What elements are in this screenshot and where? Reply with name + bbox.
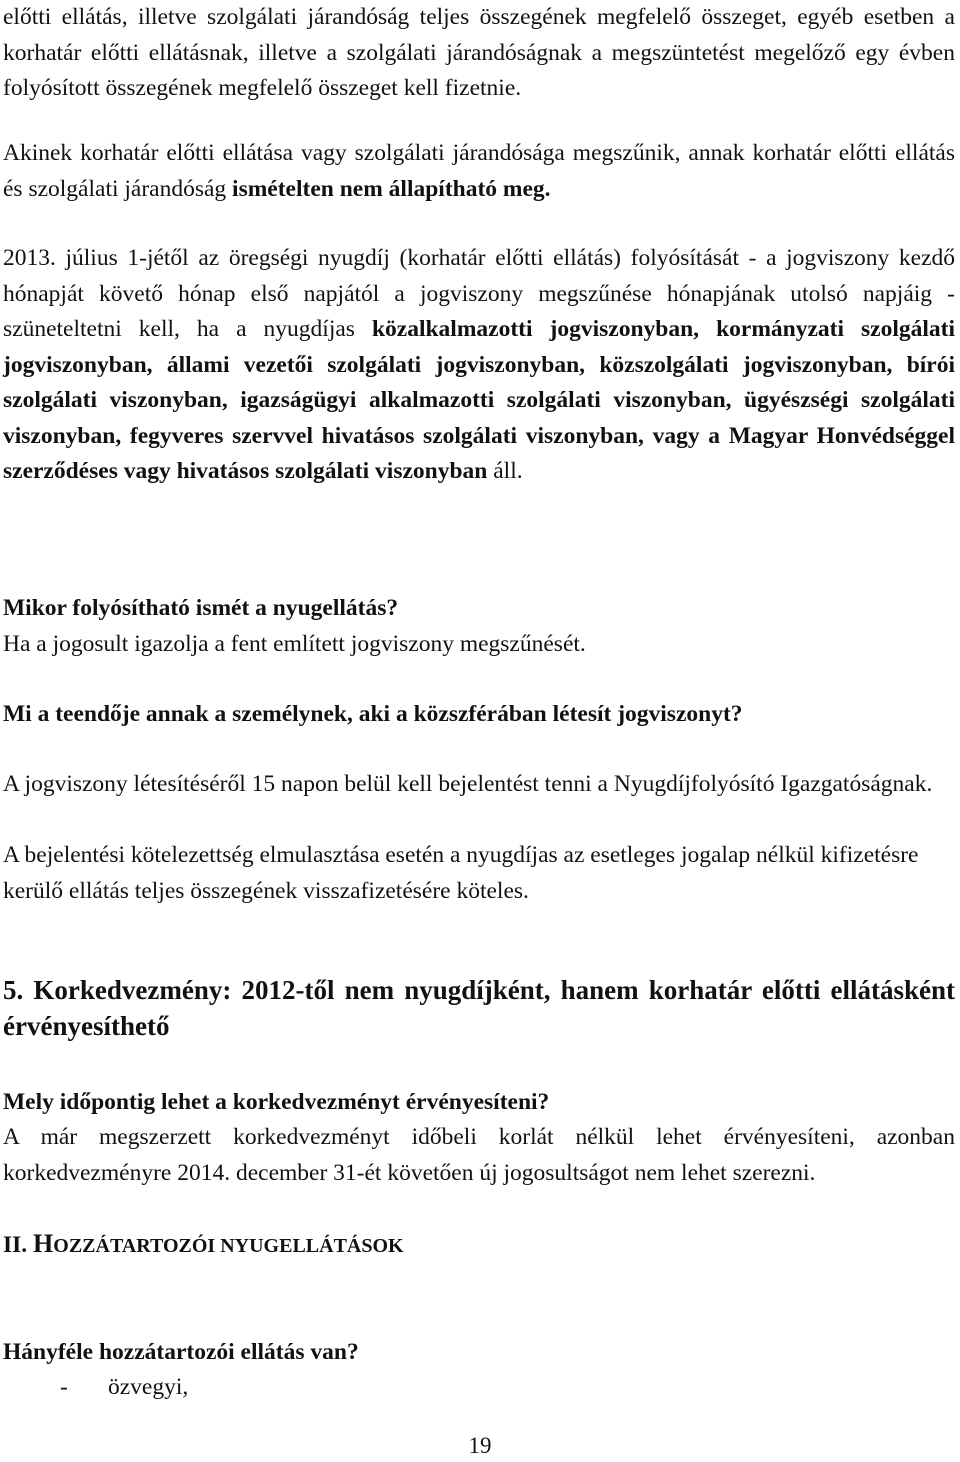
list-item: - özvegyi, xyxy=(60,1370,188,1405)
emphasis-not-reestablished: ismételten nem állapítható meg. xyxy=(232,175,551,202)
section-ii-heading: II. HOZZÁTARTOZÓI NYUGELLÁTÁSOK xyxy=(3,1229,404,1258)
paragraph-termination: Akinek korhatár előtti ellátása vagy szolgálati járandósága megszűnik, annak korhatár előtti ellátás és szolgálati járandóság ismételten nem állapítható meg. xyxy=(3,140,955,202)
paragraph-suspension-rule: 2013. július 1-jétől az öregségi nyugdíj (korhatár előtti ellátás) folyósítását - a jogviszony kezdő hónapját követő hónap első napjától a jogviszony megszűnése hónapjának utolsó napjáig - szüneteltetni kell, ha a nyugdíjas közalkalmazotti jogviszonyban, kormányzati szolgálati jogviszonyban, állami vezetői szolgálati jogviszonyban, közszolgálati jogviszonyban, bírói szolgálati viszonyban, igazságügyi alkalmazotti szolgálati viszonyban, ügyészségi szolgálati viszonyban, fegyveres szervvel hivatásos szolgálati viszonyban, vagy a Magyar Honvédséggel szerződéses vagy hivatásos szolgálati viszonyban áll. xyxy=(3,245,955,484)
question-early-retirement-deadline: Mely időpontig lehet a korkedvezményt érvényesíteni? xyxy=(3,1089,550,1115)
answer-report-deadline: A jogviszony létesítéséről 15 napon belül kell bejelentést tenni a Nyugdíjfolyósító Igazgatóságnak. xyxy=(3,771,933,797)
emphasis-employment-types: közalkalmazotti jogviszonyban, kormányzati szolgálati jogviszonyban, állami vezetői szolgálati jogviszonyban, közszolgálati jogviszonyban, bírói szolgálati viszonyban, igazságügyi alkalmazotti szolgálati viszonyban, ügyészségi szolgálati viszonyban, fegyveres szervvel hivatásos szolgálati viszonyban, vagy a Magyar Honvédséggel szerződéses vagy hivatásos szolgálati viszonyban xyxy=(3,316,955,484)
answer-resume-payment: Ha a jogosult igazolja a fent említett jogviszony megszűnését. xyxy=(3,631,586,657)
answer-early-retirement-deadline: A már megszerzett korkedvezményt időbeli korlát nélkül lehet érvényesíteni, azonban korkedvezményre 2014. december 31-ét követően új jogosultságot nem lehet szerezni. xyxy=(3,1124,955,1186)
section-5-heading: 5. Korkedvezmény: 2012-től nem nyugdíjként, hanem korhatár előtti ellátásként érvényesíthető xyxy=(3,975,955,1041)
question-public-sector-duty: Mi a teendője annak a személynek, aki a közszférában létesít jogviszonyt? xyxy=(3,701,743,727)
answer-repayment-obligation: A bejelentési kötelezettség elmulasztása esetén a nyugdíjas az esetleges jogalap nélkül kifizetésre kerülő ellátás teljes összegének visszafizetésére köteles. xyxy=(3,842,919,904)
dash-bullet: - xyxy=(60,1374,68,1400)
question-survivor-benefit-types: Hányféle hozzátartozói ellátás van? xyxy=(3,1339,359,1365)
paragraph-continuation: előtti ellátás, illetve szolgálati járandóság teljes összegének megfelelő összeget, egyéb esetben a korhatár előtti ellátásnak, illetve a szolgálati járandóságnak a megszüntetést megelőző egy évben folyósított összegének megfelelő összeget kell fizetnie. xyxy=(3,4,955,101)
question-resume-payment: Mikor folyósítható ismét a nyugellátás? xyxy=(3,595,399,621)
page-number: 19 xyxy=(468,1433,492,1458)
